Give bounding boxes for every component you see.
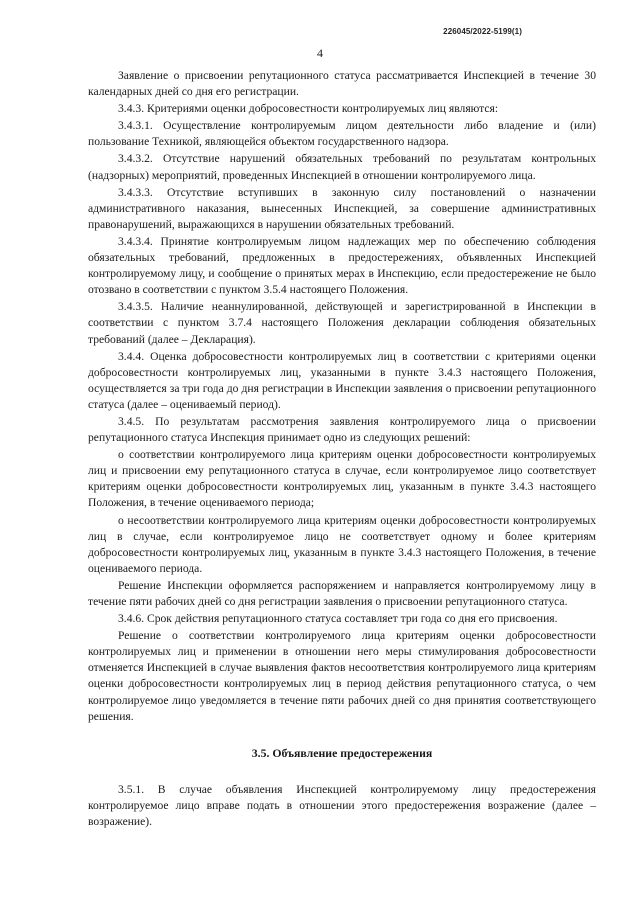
paragraph: Заявление о присвоении репутационного статуса рассматривается Инспекцией в течение 30 календарных дней со дня его регистрации. [88, 69, 596, 99]
paragraph: 3.4.3. Критериями оценки добросовестности контролируемых лиц являются: [118, 102, 499, 116]
paragraph: 3.4.5. По результатам рассмотрения заявления контролируемого лица о присвоении репутационного статуса Инспекция принимает одно из следующих решений: [88, 414, 596, 445]
document-body [88, 68, 596, 830]
section-heading: 3.5. Объявление предостережения [251, 745, 433, 760]
decision-option: о соответствии контролируемого лица критериям оценки добросовестности контролируемых лиц и присвоении ему репутационного статуса в случае, если контролируемое лицо соответствует критериям оценки добросовестности контролируемых лиц, указанным в пункте 3.4.3 настоящего Положения, в течение оцениваемого периода; [88, 448, 596, 510]
paragraph: 3.4.3.1. Осуществление контролируемым лицом деятельности либо владение и (или) пользование Техникой, являющейся объектом государственного надзора. [88, 119, 596, 149]
paragraph: 3.5.1. В случае объявления Инспекцией контролируемому лицу предостережения контролируемое лицо вправе подать в отношении этого предостережения возражение (далее – возражение). [88, 782, 596, 829]
paragraph: Решение о соответствии контролируемого лица критериям оценки добросовестности контролируемых лиц и применении в отношении него меры стимулирования добросовестности отменяется Инспекцией в случае выявления фактов несоответствия контролируемого лица критериям оценки добросовестности контролируемых лиц в период действия репутационного статуса, о чем контролируемое лицо уведомляется в течение пяти рабочих дней со дня принятия соответствующего решения. [88, 629, 596, 723]
decision-option: о несоответствии контролируемого лица критериям оценки добросовестности контролируемых лиц в случае, если контролируемое лицо не соответствует одному и более критериям добросовестности контролируемых лиц, указанным в пункте 3.4.3 настоящего Положения, в течение оцениваемого периода. [88, 513, 596, 575]
page-number: 4 [317, 46, 323, 60]
paragraph: 3.4.3.4. Принятие контролируемым лицом надлежащих мер по обеспечению соблюдения обязательных требований, предложенных в предостережениях, объявленных Инспекцией контролируемому лицу, и сообщение о принятых мерах в Инспекцию, если предостережение не было отозвано в соответствии с пунктом 3.5.4 настоящего Положения. [88, 234, 596, 297]
paragraph: 3.4.4. Оценка добросовестности контролируемых лиц в соответствии с критериями оценки добросовестности контролируемых лиц, указанными в пункте 3.4.3 настоящего Положения, осуществляется за три года до дня регистрации в Инспекции заявления о присвоении репутационного статуса (далее – оцениваемый период). [88, 349, 596, 411]
paragraph: 3.4.3.3. Отсутствие вступивших в законную силу постановлений о назначении административного наказания, вынесенных Инспекцией, за совершение административных правонарушений, выражающихся в нарушении обязательных требований. [88, 185, 596, 231]
document-id: 226045/2022-5199(1) [443, 27, 522, 36]
paragraph: Решение Инспекции оформляется распоряжением и направляется контролируемому лицу в течение пяти рабочих дней со дня регистрации заявления о присвоении репутационного статуса. [88, 578, 596, 608]
paragraph: 3.4.6. Срок действия репутационного статуса составляет три года со дня его присвоения. [118, 612, 558, 626]
paragraph: 3.4.3.2. Отсутствие нарушений обязательных требований по результатам контрольных (надзорных) мероприятий, проведенных Инспекцией в отношении контролируемого лица. [88, 152, 596, 182]
paragraph: 3.4.3.5. Наличие неаннулированной, действующей и зарегистрированной в Инспекции в соответствии с пунктом 3.7.4 настоящего Положения декларации соблюдения обязательных требований (далее – Декларация). [88, 300, 596, 346]
